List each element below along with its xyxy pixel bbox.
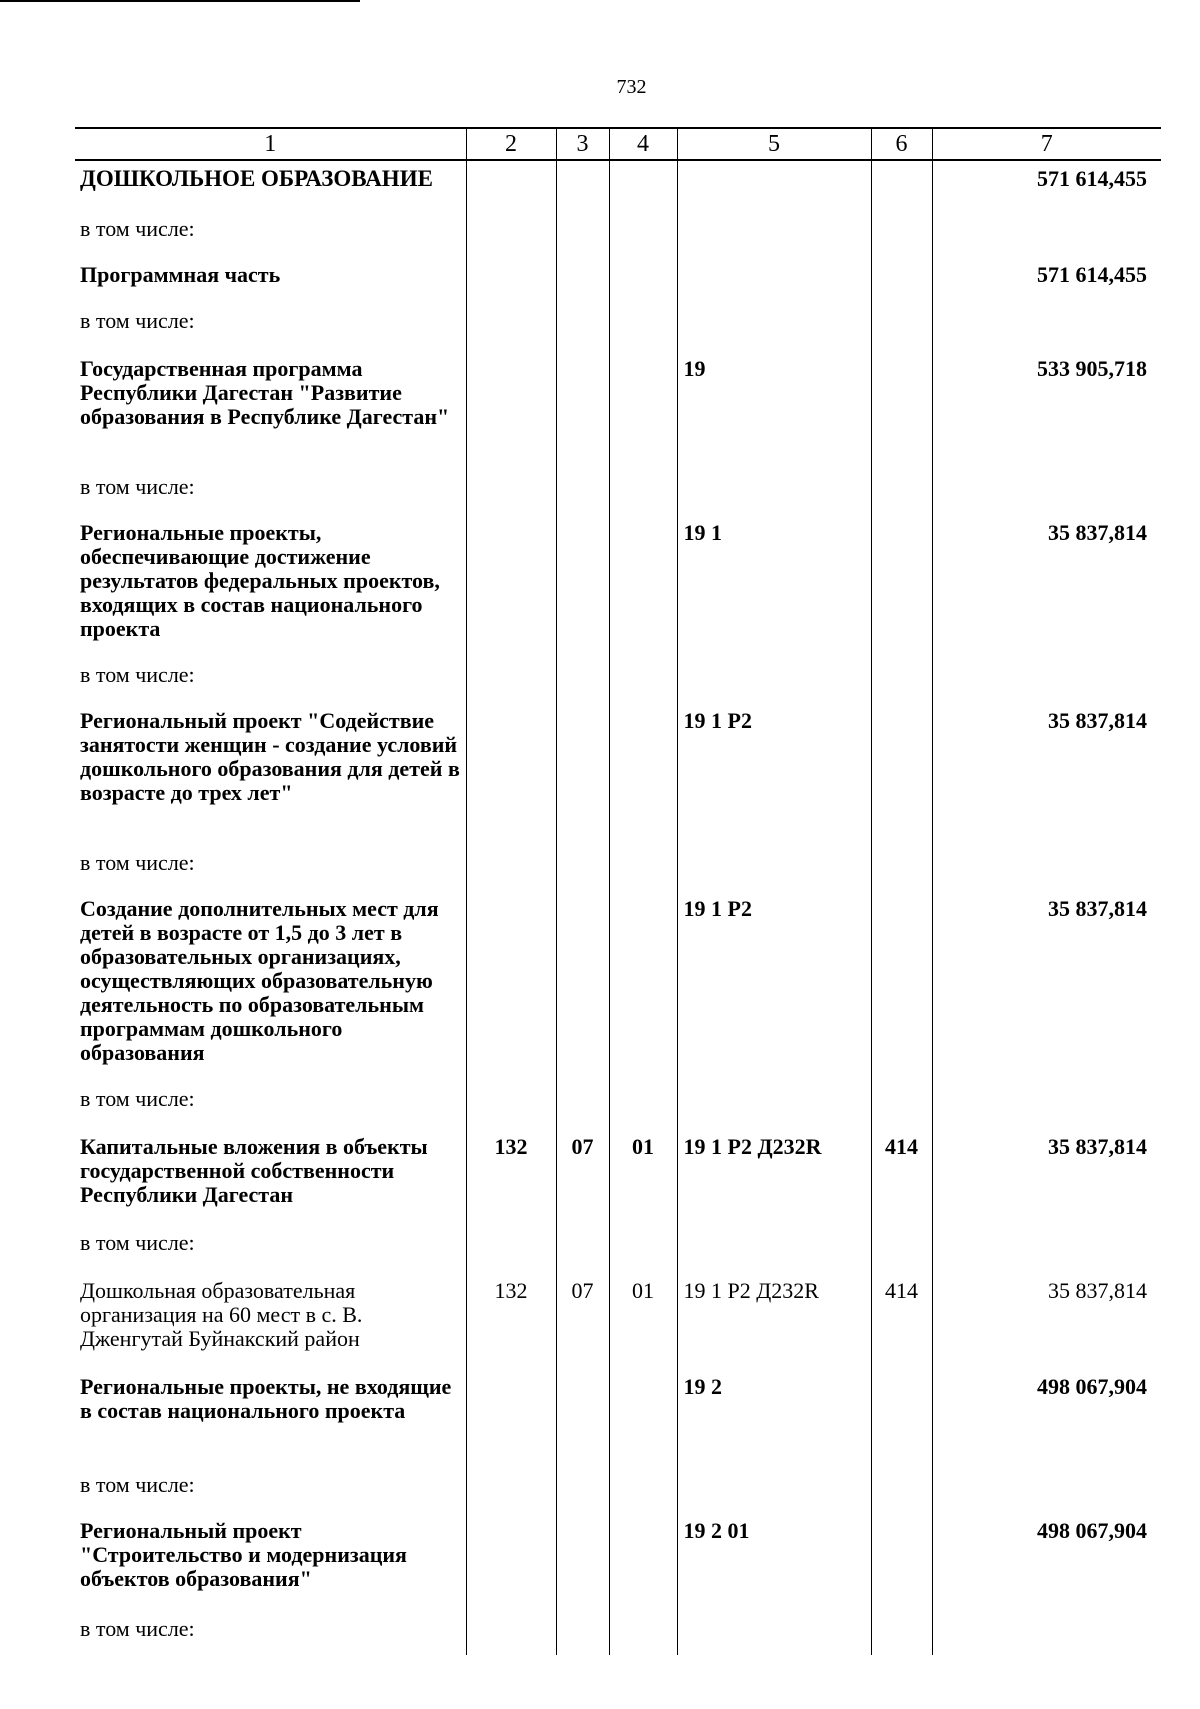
column-header-4: 4 (609, 128, 677, 160)
row-admin-code-cell (466, 1081, 556, 1129)
row-name-cell: Создание дополнительных мест для детей в возрасте от 1,5 до 3 лет в образовательных организациях, осуществляющих образовательную деятельность по образовательным программам дошкольного образования (80, 896, 439, 1065)
row-subsection-cell: 01 (609, 1273, 677, 1369)
table-row (75, 1611, 1161, 1655)
row-target-code-cell (677, 469, 871, 515)
row-expense-type-cell (871, 160, 932, 211)
row-expense-type-cell (871, 891, 932, 1081)
row-target-code-cell (677, 657, 871, 703)
row-expense-type-cell (871, 845, 932, 891)
table-header-row (75, 128, 1161, 160)
table-row (75, 469, 1161, 515)
row-target-code-cell (677, 1611, 871, 1655)
row-name-cell: в том числе: (80, 1616, 195, 1641)
row-name-cell: Дошкольная образовательная организация на 60 мест в с. В. Дженгутай Буйнакский район (80, 1278, 363, 1351)
row-section-cell (556, 891, 609, 1081)
row-amount-cell: 498 067,904 (932, 1513, 1161, 1611)
row-amount-cell (932, 469, 1161, 515)
row-amount-cell: 571 614,455 (932, 160, 1161, 211)
row-section-cell (556, 1369, 609, 1467)
row-target-code-cell: 19 1 Р2 Д232R (677, 1129, 871, 1225)
row-name-cell: в том числе: (80, 1472, 195, 1497)
row-subsection-cell (609, 211, 677, 257)
row-subsection-cell (609, 257, 677, 303)
row-subsection-cell (609, 1225, 677, 1273)
row-name-cell: в том числе: (80, 474, 195, 499)
table-row (75, 160, 1161, 211)
row-target-code-cell: 19 1 Р2 (677, 891, 871, 1081)
row-target-code-cell (677, 1467, 871, 1513)
column-header-6: 6 (871, 128, 932, 160)
row-amount-cell: 35 837,814 (932, 515, 1161, 657)
row-subsection-cell (609, 351, 677, 469)
row-section-cell (556, 469, 609, 515)
row-section-cell (556, 160, 609, 211)
row-section-cell (556, 351, 609, 469)
row-subsection-cell (609, 845, 677, 891)
row-expense-type-cell (871, 1611, 932, 1655)
column-header-2: 2 (466, 128, 556, 160)
row-admin-code-cell (466, 160, 556, 211)
row-name-cell: в том числе: (80, 1086, 195, 1111)
row-expense-type-cell (871, 1467, 932, 1513)
row-name-cell: Государственная программа Республики Дагестан "Развитие образования в Республике Дагестан" (80, 356, 450, 429)
row-section-cell (556, 515, 609, 657)
row-expense-type-cell (871, 257, 932, 303)
row-target-code-cell: 19 (677, 351, 871, 469)
row-section-cell (556, 703, 609, 845)
table-row (75, 657, 1161, 703)
row-expense-type-cell (871, 515, 932, 657)
row-admin-code-cell: 132 (466, 1273, 556, 1369)
row-admin-code-cell (466, 1369, 556, 1467)
table-row (75, 1081, 1161, 1129)
row-target-code-cell: 19 1 Р2 Д232R (677, 1273, 871, 1369)
row-name-cell: в том числе: (80, 662, 195, 687)
row-name-cell: Программная часть (80, 262, 281, 287)
row-subsection-cell (609, 891, 677, 1081)
row-section-cell (556, 1081, 609, 1129)
row-section-cell: 07 (556, 1273, 609, 1369)
row-subsection-cell (609, 1467, 677, 1513)
row-target-code-cell (677, 845, 871, 891)
row-amount-cell (932, 845, 1161, 891)
row-admin-code-cell (466, 891, 556, 1081)
row-section-cell (556, 1611, 609, 1655)
row-name-cell: в том числе: (80, 1230, 195, 1255)
row-expense-type-cell (871, 657, 932, 703)
row-amount-cell (932, 1611, 1161, 1655)
row-target-code-cell (677, 303, 871, 351)
table-row (75, 1273, 1161, 1369)
row-amount-cell: 533 905,718 (932, 351, 1161, 469)
row-admin-code-cell (466, 257, 556, 303)
row-section-cell (556, 303, 609, 351)
row-section-cell (556, 657, 609, 703)
row-expense-type-cell (871, 469, 932, 515)
row-amount-cell: 498 067,904 (932, 1369, 1161, 1467)
row-expense-type-cell: 414 (871, 1273, 932, 1369)
row-subsection-cell (609, 160, 677, 211)
row-admin-code-cell (466, 469, 556, 515)
row-subsection-cell (609, 703, 677, 845)
table-row (75, 515, 1161, 657)
row-name-cell: Региональный проект "Содействие занятости женщин - создание условий дошкольного образования для детей в возрасте до трех лет" (80, 708, 460, 805)
row-name-cell: Капитальные вложения в объекты государственной собственности Республики Дагестан (80, 1134, 428, 1207)
table-row (75, 1513, 1161, 1611)
table-row (75, 1129, 1161, 1225)
row-name-cell: в том числе: (80, 308, 195, 333)
row-expense-type-cell (871, 1225, 932, 1273)
table-row (75, 845, 1161, 891)
table-row (75, 891, 1161, 1081)
table-body (75, 160, 1161, 1655)
table-row (75, 1467, 1161, 1513)
row-target-code-cell: 19 1 Р2 (677, 703, 871, 845)
row-section-cell (556, 845, 609, 891)
row-target-code-cell (677, 1081, 871, 1129)
row-expense-type-cell: 414 (871, 1129, 932, 1225)
row-amount-cell (932, 1081, 1161, 1129)
row-admin-code-cell (466, 1467, 556, 1513)
row-section-cell (556, 257, 609, 303)
row-target-code-cell (677, 257, 871, 303)
row-subsection-cell (609, 1611, 677, 1655)
row-subsection-cell (609, 1081, 677, 1129)
row-subsection-cell (609, 1513, 677, 1611)
row-admin-code-cell (466, 657, 556, 703)
row-admin-code-cell (466, 351, 556, 469)
row-expense-type-cell (871, 1081, 932, 1129)
column-header-7: 7 (932, 128, 1161, 160)
row-target-code-cell: 19 1 (677, 515, 871, 657)
row-expense-type-cell (871, 703, 932, 845)
row-amount-cell (932, 1467, 1161, 1513)
row-target-code-cell: 19 2 01 (677, 1513, 871, 1611)
row-expense-type-cell (871, 303, 932, 351)
row-amount-cell (932, 303, 1161, 351)
table-row (75, 211, 1161, 257)
row-name-cell: Региональные проекты, обеспечивающие достижение результатов федеральных проектов, входящих в состав национального проекта (80, 520, 440, 641)
row-amount-cell (932, 657, 1161, 703)
row-section-cell: 07 (556, 1129, 609, 1225)
row-name-cell: Региональные проекты, не входящие в состав национального проекта (80, 1374, 452, 1423)
row-subsection-cell (609, 1369, 677, 1467)
row-amount-cell: 571 614,455 (932, 257, 1161, 303)
row-admin-code-cell (466, 211, 556, 257)
table-row (75, 703, 1161, 845)
row-expense-type-cell (871, 1369, 932, 1467)
row-section-cell (556, 1467, 609, 1513)
row-subsection-cell (609, 303, 677, 351)
row-amount-cell (932, 211, 1161, 257)
top-rule (0, 0, 360, 2)
table-row (75, 1369, 1161, 1467)
row-amount-cell: 35 837,814 (932, 1273, 1161, 1369)
row-subsection-cell: 01 (609, 1129, 677, 1225)
row-section-cell (556, 211, 609, 257)
row-admin-code-cell (466, 1225, 556, 1273)
row-name-cell: ДОШКОЛЬНОЕ ОБРАЗОВАНИЕ (80, 166, 433, 191)
row-admin-code-cell (466, 515, 556, 657)
row-name-cell: в том числе: (80, 216, 195, 241)
row-section-cell (556, 1225, 609, 1273)
column-header-3: 3 (556, 128, 609, 160)
row-expense-type-cell (871, 211, 932, 257)
row-admin-code-cell (466, 1611, 556, 1655)
row-subsection-cell (609, 515, 677, 657)
table-row (75, 257, 1161, 303)
column-header-1: 1 (75, 128, 466, 160)
row-admin-code-cell (466, 303, 556, 351)
row-section-cell (556, 1513, 609, 1611)
table-row (75, 351, 1161, 469)
table-row (75, 303, 1161, 351)
row-expense-type-cell (871, 1513, 932, 1611)
row-target-code-cell (677, 160, 871, 211)
row-name-cell: Региональный проект "Строительство и модернизация объектов образования" (80, 1518, 407, 1591)
row-target-code-cell (677, 211, 871, 257)
row-admin-code-cell (466, 1513, 556, 1611)
row-subsection-cell (609, 469, 677, 515)
row-target-code-cell: 19 2 (677, 1369, 871, 1467)
column-header-5: 5 (677, 128, 871, 160)
row-target-code-cell (677, 1225, 871, 1273)
row-amount-cell: 35 837,814 (932, 891, 1161, 1081)
row-subsection-cell (609, 657, 677, 703)
row-expense-type-cell (871, 351, 932, 469)
row-admin-code-cell: 132 (466, 1129, 556, 1225)
row-amount-cell: 35 837,814 (932, 703, 1161, 845)
row-amount-cell (932, 1225, 1161, 1273)
row-name-cell: в том числе: (80, 850, 195, 875)
budget-table (75, 127, 1161, 1655)
row-admin-code-cell (466, 845, 556, 891)
page-number: 732 (616, 76, 647, 98)
row-admin-code-cell (466, 703, 556, 845)
table-row (75, 1225, 1161, 1273)
row-amount-cell: 35 837,814 (932, 1129, 1161, 1225)
